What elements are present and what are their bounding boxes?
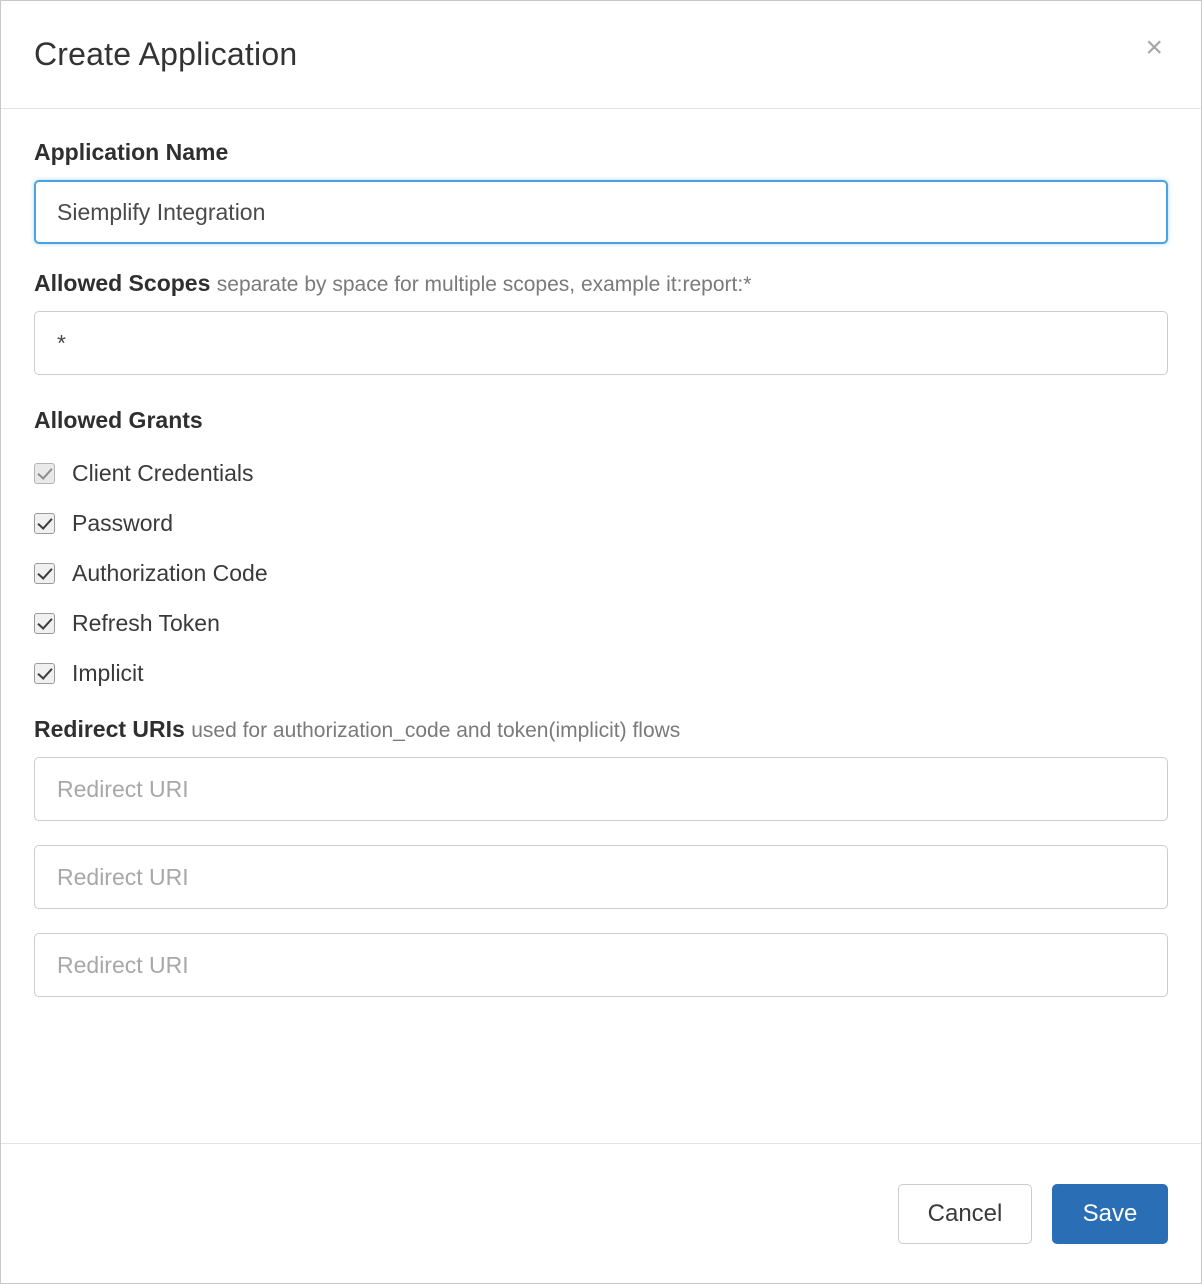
save-button[interactable]: Save (1052, 1184, 1168, 1244)
grant-item-client-credentials[interactable] (34, 448, 1168, 498)
checkbox-icon[interactable] (34, 513, 55, 534)
checkbox-icon[interactable] (34, 463, 55, 484)
dialog-header (1, 1, 1201, 109)
page-title: Create Application (34, 36, 298, 72)
checkbox-icon[interactable] (34, 613, 55, 634)
redirect-uris-hint: used for authorization_code and token(implicit) flows (191, 719, 681, 742)
grant-item-implicit[interactable] (34, 648, 1168, 698)
dialog-body (1, 109, 1201, 1143)
allowed-grants-list (34, 448, 1168, 698)
redirect-uri-input-3[interactable] (34, 933, 1168, 997)
application-name-label (34, 139, 1168, 166)
grant-label: Password (72, 509, 173, 536)
grant-label: Implicit (72, 659, 144, 686)
allowed-scopes-hint: separate by space for multiple scopes, example it:report:* (216, 273, 752, 296)
close-icon[interactable]: × (1137, 29, 1171, 67)
grant-item-password[interactable] (34, 498, 1168, 548)
checkbox-icon[interactable] (34, 563, 55, 584)
dialog-footer (1, 1143, 1201, 1283)
allowed-scopes-label-text: Allowed Scopes (34, 270, 211, 296)
grant-label: Refresh Token (72, 609, 220, 636)
grant-label: Client Credentials (72, 459, 254, 486)
grant-label: Authorization Code (72, 559, 268, 586)
redirect-uri-input-2[interactable] (34, 845, 1168, 909)
redirect-uris-label (34, 716, 1168, 743)
allowed-scopes-label (34, 270, 1168, 297)
redirect-uri-input-1[interactable] (34, 757, 1168, 821)
allowed-grants-label: Allowed Grants (34, 407, 203, 433)
application-name-input[interactable] (34, 180, 1168, 244)
application-name-label-text: Application Name (34, 139, 229, 165)
redirect-uris-label-text: Redirect URIs (34, 716, 185, 742)
allowed-scopes-input[interactable] (34, 311, 1168, 375)
grant-item-refresh-token[interactable] (34, 598, 1168, 648)
cancel-button[interactable]: Cancel (898, 1184, 1032, 1244)
grant-item-authorization-code[interactable] (34, 548, 1168, 598)
checkbox-icon[interactable] (34, 663, 55, 684)
